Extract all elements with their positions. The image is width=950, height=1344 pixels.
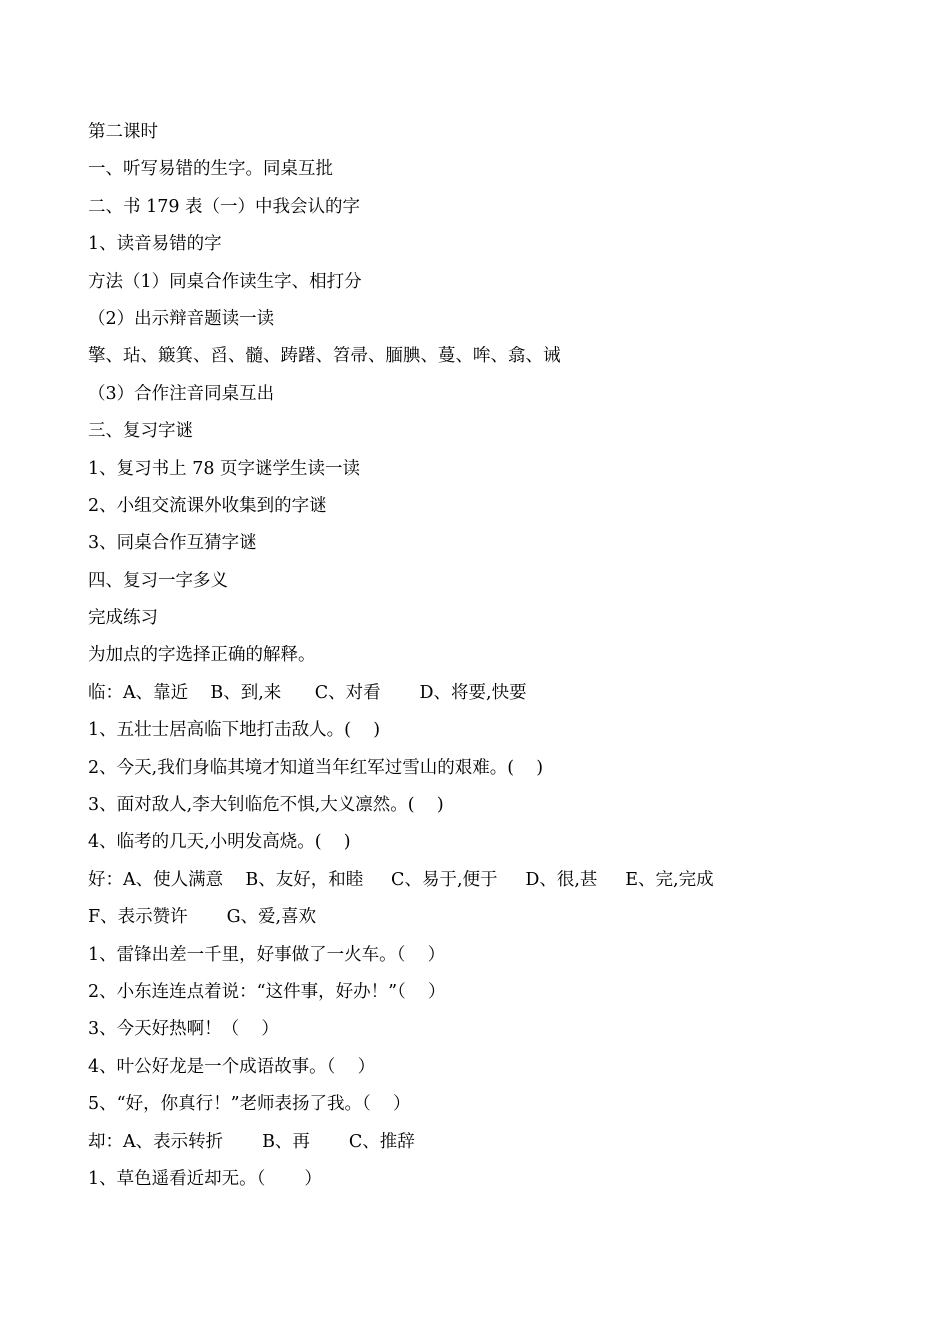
exercise-item: 4、叶公好龙是一个成语故事。（ ）: [88, 1056, 376, 1077]
text-line: 1、读音易错的字: [88, 234, 222, 255]
document-body: [88, 114, 868, 1198]
text-line: （3）合作注音同桌互出: [88, 383, 275, 404]
text-line: 方法（1）同桌合作读生字、相打分: [88, 271, 362, 292]
exercise-item: 3、今天好热啊！（ ）: [88, 1019, 279, 1040]
text-line: （2）出示辩音题读一读: [88, 308, 275, 329]
definition-options-que: 却：A、表示转折 B、再 C、推辞: [88, 1131, 415, 1152]
exercise-item: 1、草色遥看近却无。（ ）: [88, 1168, 322, 1189]
section-3-heading: 三、复习字谜: [88, 421, 193, 442]
exercise-heading: 完成练习: [88, 608, 158, 629]
section-4-heading: 四、复习一字多义: [88, 570, 228, 591]
text-line: 3、同桌合作互猜字谜: [88, 533, 257, 554]
exercise-item: 3、面对敌人,李大钊临危不惧,大义凛然。( ): [88, 795, 444, 816]
character-list: 擎、玷、簸箕、舀、髓、踌躇、笤帚、腼腆、蔓、哞、翕、诫: [88, 346, 561, 367]
exercise-item: 4、临考的几天,小明发高烧。( ): [88, 832, 351, 853]
definition-options-hao: 好：A、使人满意 B、友好，和睦 C、易于,便于 D、很,甚 E、完,完成: [88, 869, 714, 890]
lesson-title: 第二课时: [88, 122, 158, 142]
exercise-item: 2、今天,我们身临其境才知道当年红军过雪山的艰难。( ): [88, 757, 544, 778]
text-line: 1、复习书上 78 页字谜学生读一读: [88, 458, 361, 479]
exercise-instruction: 为加点的字选择正确的解释。: [88, 645, 316, 666]
exercise-item: 2、小东连连点着说：“这件事，好办！”（ ）: [88, 981, 446, 1002]
section-1-heading: 一、听写易错的生字。同桌互批: [88, 159, 333, 180]
exercise-item: 5、“好，你真行！”老师表扬了我。（ ）: [88, 1094, 411, 1115]
text-line: 2、小组交流课外收集到的字谜: [88, 495, 327, 516]
exercise-item: 1、雷锋出差一千里，好事做了一火车。（ ）: [88, 944, 446, 965]
exercise-item: 1、五壮士居高临下地打击敌人。( ): [88, 720, 381, 741]
definition-options-hao-cont: F、表示赞许 G、爱,喜欢: [88, 907, 317, 928]
definition-options-lin: 临：A、靠近 B、到,来 C、对看 D、将要,快要: [88, 682, 527, 703]
section-2-heading: 二、书 179 表（一）中我会认的字: [88, 196, 361, 217]
